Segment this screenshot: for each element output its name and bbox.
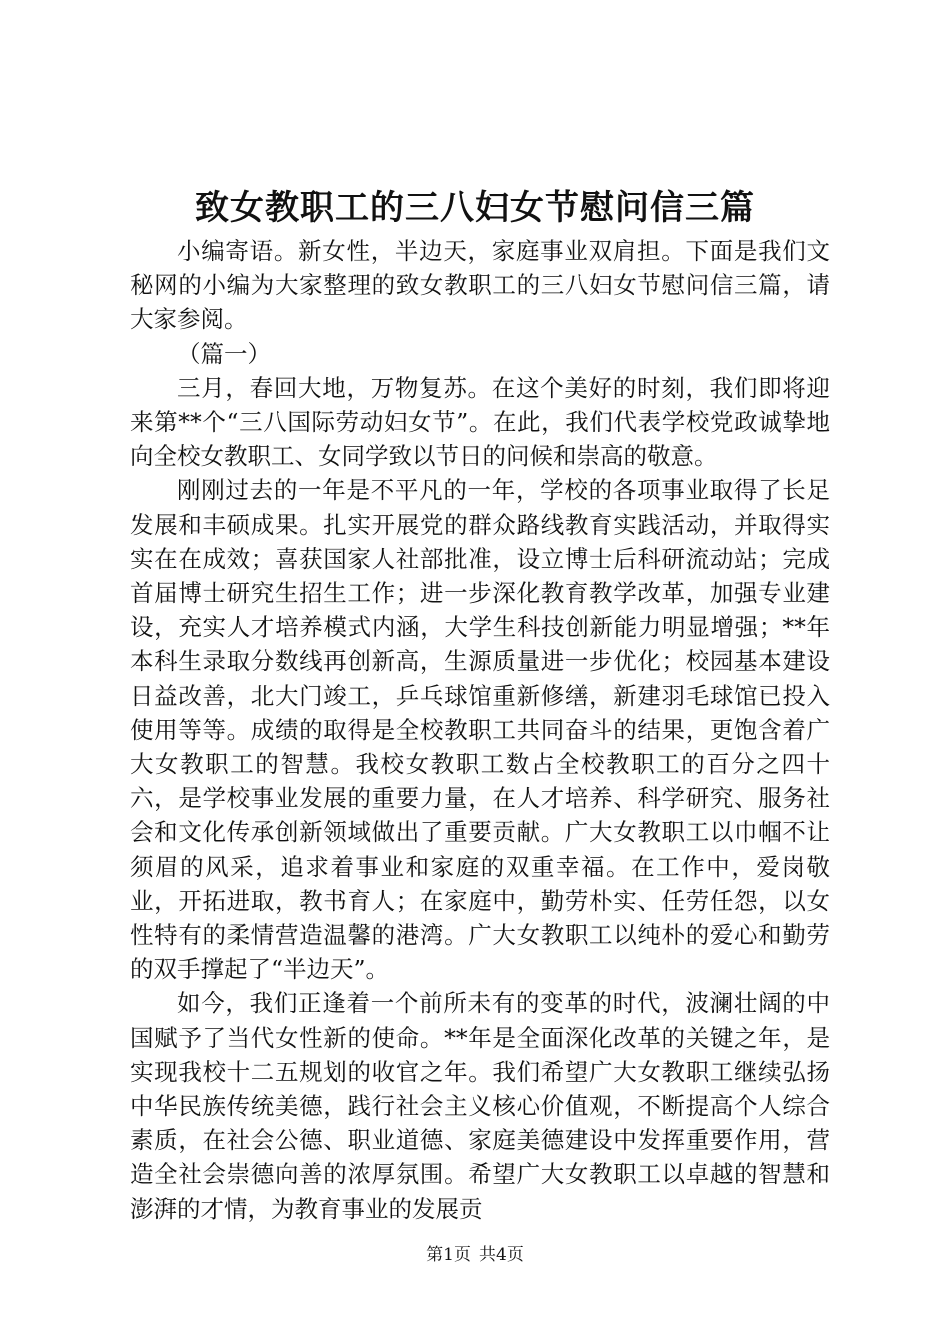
paragraph-intro: 小编寄语。新女性，半边天，家庭事业双肩担。下面是我们文秘网的小编为大家整理的致女教职工的三八妇女节慰问信三篇，请大家参阅。: [130, 237, 830, 334]
document-body: [130, 234, 830, 1226]
document-title: 致女教职工的三八妇女节慰问信三篇: [195, 188, 755, 228]
page-total: 共4页: [479, 1245, 524, 1265]
paragraph-achievements: 刚刚过去的一年是不平凡的一年，学校的各项事业取得了长足发展和丰硕成果。扎实开展党的群众路线教育实践活动，并取得实实在在成效；喜获国家人社部批准，设立博士后科研流动站；完成首届博士研究生招生工作；进一步深化教育教学改革，加强专业建设，充实人才培养模式内涵，大学生科技创新能力明显增强；**年本科生录取分数线再创新高，生源质量进一步优化；校园基本建设日益改善，北大门竣工，乒乓球馆重新修缮，新建羽毛球馆已投入使用等等。成绩的取得是全校教职工共同奋斗的结果，更饱含着广大女教职工的智慧。我校女教职工数占全校教职工的百分之四十六，是学校事业发展的重要力量，在人才培养、科学研究、服务社会和文化传承创新领域做出了重要贡献。广大女教职工以巾帼不让须眉的风采，追求着事业和家庭的双重幸福。在工作中，爱岗敬业，开拓进取，教书育人；在家庭中，勤劳朴实、任劳任怨，以女性特有的柔情营造温馨的港湾。广大女教职工以纯朴的爱心和勤劳的双手撑起了“半边天”。: [130, 476, 830, 984]
paragraph-greeting: 三月，春回大地，万物复苏。在这个美好的时刻，我们即将迎来第**个“三八国际劳动妇女节”。在此，我们代表学校党政诚挚地向全校女教职工、女同学致以节日的问候和崇高的敬意。: [130, 373, 830, 471]
page-footer: [0, 1243, 950, 1267]
paragraph-hopes: 如今，我们正逢着一个前所未有的变革的时代，波澜壮阔的中国赋予了当代女性新的使命。**年是全面深化改革的关键之年，是实现我校十二五规划的收官之年。我们希望广大女教职工继续弘扬中华民族传统美德，践行社会主义核心价值观，不断提高个人综合素质，在社会公德、职业道德、家庭美德建设中发挥重要作用，营造全社会崇德向善的浓厚氛围。希望广大女教职工以卓越的智慧和澎湃的才情，为教育事业的发展贡: [130, 989, 830, 1223]
section-heading: （篇一）: [177, 339, 271, 368]
page-number: 第1页: [426, 1245, 471, 1265]
